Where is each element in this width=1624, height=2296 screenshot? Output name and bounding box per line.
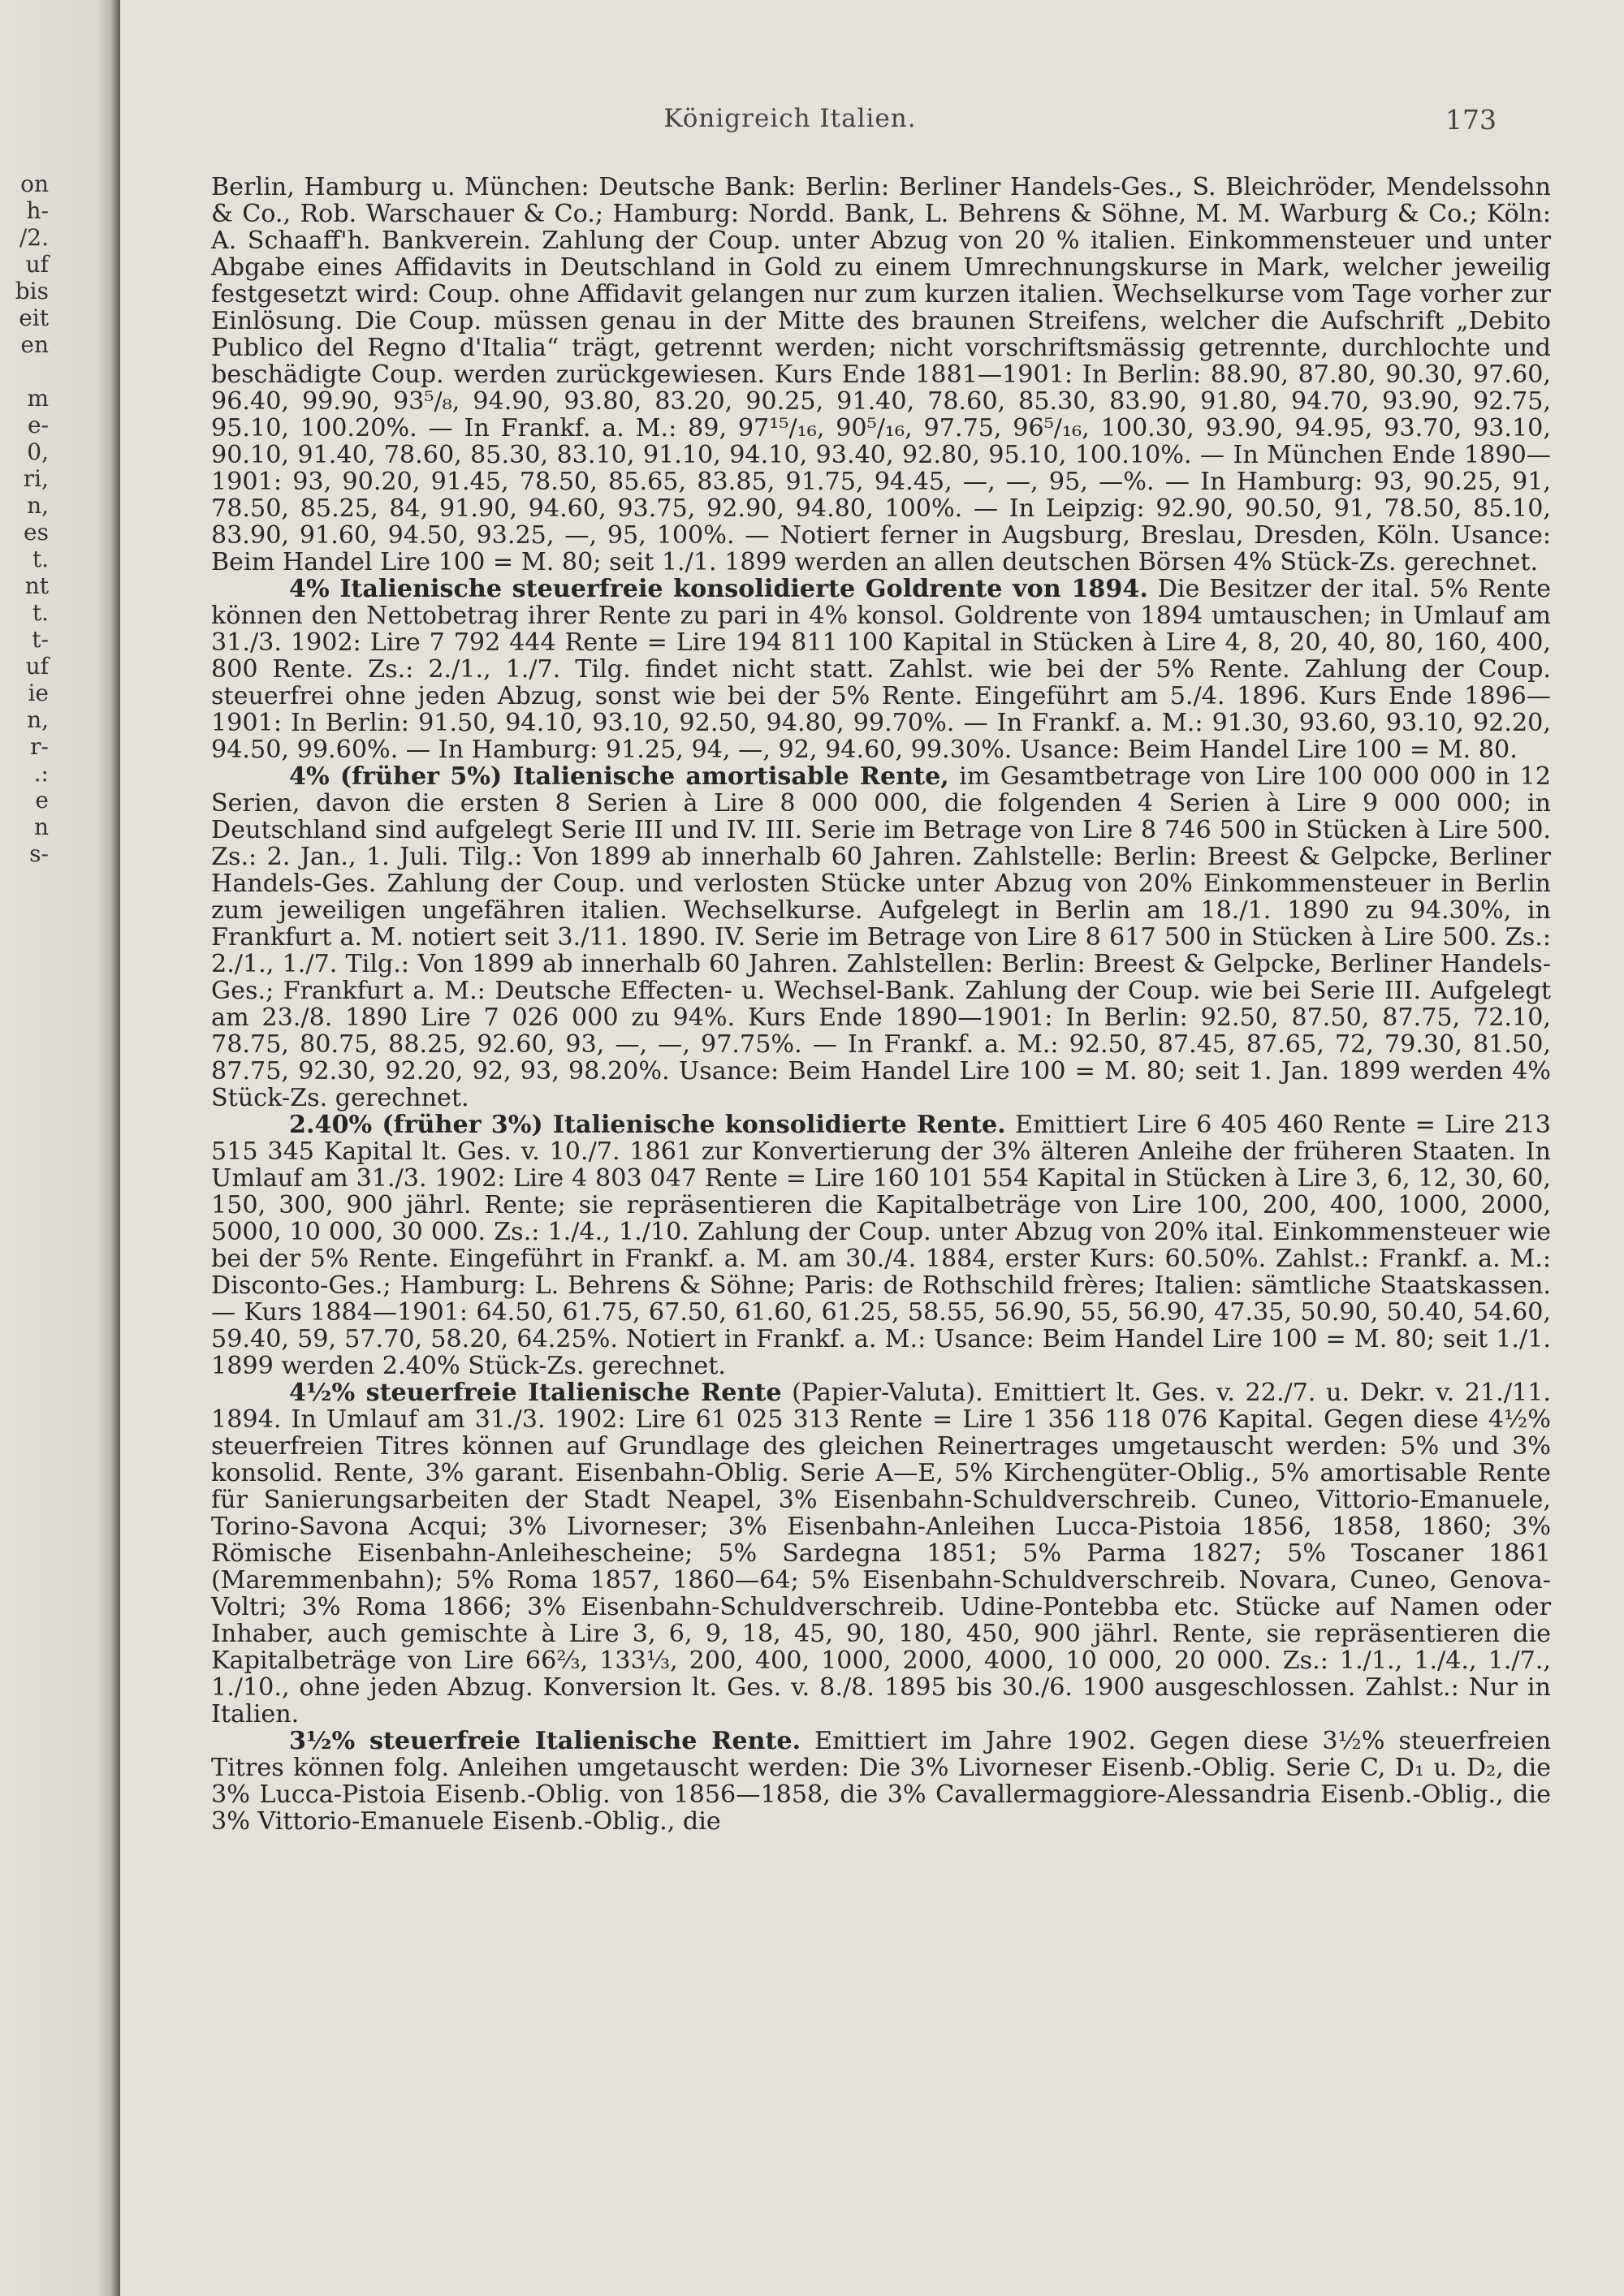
paragraph-text: Die Besitzer der ital. 5% Rente können den Nettobetrag ihrer Rente zu pari in 4% konsol. Goldrente von 1894 umtauschen; in Umlauf am 31./3. 1902: Lire 7 792 444 Rente = Lire 194 811 100 Kapital in Stücken à Lire 4, 8, 20, 40, 80, 160, 400, 800 Rente. Zs.: 2./1., 1./7. Tilg. findet nicht statt. Zahlst. wie bei der 5% Rente. Zahlung der Coup. steuerfrei ohne jeden Abzug, sonst wie bei der 5% Rente. Eingeführt am 5./4. 1896. Kurs Ende 1896—1901: In Berlin: 91.50, 94.10, 93.10, 92.50, 94.80, 99.70%. — In Frankf. a. M.: 91.30, 93.60, 93.10, 92.20, 94.50, 99.60%. — In Hamburg: 91.25, 94, —, 92, 94.60, 99.30%. Usance: Beim Handel Lire 100 = M. 80. [211, 575, 1551, 764]
paragraph-text: im Gesamtbetrage von Lire 100 000 000 in 12 Serien, davon die ersten 8 Serien à Lire 8 000 000, die folgenden 4 Serien à Lire 9 000 000; in Deutschland sind aufgelegt Serie III und IV. III. Serie im Betrage von Lire 8 746 500 in Stücken à Lire 500. Zs.: 2. Jan., 1. Juli. Tilg.: Von 1899 ab innerhalb 60 Jahren. Zahlstelle: Berlin: Breest & Gelpcke, Berliner Handels-Ges. Zahlung der Coup. und verlosten Stücke unter Abzug von 20% Einkommensteuer in Berlin zum jeweiligen ungefähren italien. Wechselkurse. Aufgelegt in Berlin am 18./1. 1890 zu 94.30%, in Frankfurt a. M. notiert seit 3./11. 1890. IV. Serie im Betrage von Lire 8 617 500 in Stücken à Lire 500. Zs.: 2./1., 1./7. Tilg.: Von 1899 ab innerhalb 60 Jahren. Zahlstellen: Berlin: Breest & Gelpcke, Berliner Handels-Ges.; Frankfurt a. M.: Deutsche Effecten- u. Wechsel-Bank. Zahlung der Coup. wie bei Serie III. Aufgelegt am 23./8. 1890 Lire 7 026 000 zu 94%. Kurs Ende 1890—1901: In Berlin: 92.50, 87.50, 87.75, 72.10, 78.75, 80.75, 88.25, 92.60, 93, —, —, 97.75%. — In Frankf. a. M.: 92.50, 87.45, 87.65, 72, 79.30, 81.50, 87.75, 92.30, 92.20, 92, 93, 98.20%. Usance: Beim Handel Lire 100 = M. 80; seit 1. Jan. 1899 werden 4% Stück-Zs. gerechnet. [211, 762, 1551, 1112]
gutter-fragment: m [27, 385, 49, 412]
running-head-title: Königreich Italien. [663, 104, 917, 133]
gutter-fragment: uf [25, 653, 49, 680]
paragraph-text: Berlin, Hamburg u. München: Deutsche Bank: Berlin: Berliner Handels-Ges., S. Bleichröder, Mendelssohn & Co., Rob. Warschauer & Co.; Hamburg: Nordd. Bank, L. Behrens & Söhne, M. M. Warburg & Co.; Köln: A. Schaaff'h. Bankverein. Zahlung der Coup. unter Abzug von 20 % italien. Einkommensteuer und unter Abgabe eines Affidavits in Deutschland in Gold zu einem Umrechnungskurse in Mark, welcher jeweilig festgesetzt wird: Coup. ohne Affidavit gelangen nur zum kurzen italien. Wechselkurse vom Tage vorher zur Einlösung. Die Coup. müssen genau in der Mitte des braunen Streifens, welcher die Aufschrift „Debito Publico del Regno d'Italia“ trägt, getrennt werden; nicht vorschriftsmässig getrennte, durchlochte und beschädigte Coup. werden zurückgewiesen. Kurs Ende 1881—1901: In Berlin: 88.90, 87.80, 90.30, 97.60, 96.40, 99.90, 93⁵/₈, 94.90, 93.80, 83.20, 90.25, 91.40, 78.60, 85.30, 83.90, 91.80, 94.70, 93.90, 92.75, 95.10, 100.20%. — In Frankf. a. M.: 89, 97¹⁵/₁₆, 90⁵/₁₆, 97.75, 96⁵/₁₆, 100.30, 93.90, 94.95, 93.70, 93.10, 90.10, 91.40, 78.60, 85.30, 83.10, 91.10, 94.10, 93.40, 92.80, 95.10, 100.10%. — In München Ende 1890—1901: 93, 90.20, 91.45, 78.50, 85.65, 83.85, 91.75, 94.45, —, —, 95, —%. — In Hamburg: 93, 90.25, 91, 78.50, 85.25, 84, 91.90, 94.60, 93.75, 92.90, 94.80, 100%. — In Leipzig: 92.90, 90.50, 91, 78.50, 85.10, 83.90, 91.60, 94.50, 93.25, —, 95, 100%. — Notiert ferner in Augsburg, Breslau, Dresden, Köln. Usance: Beim Handel Lire 100 = M. 80; seit 1./1. 1899 werden an allen deutschen Börsen 4% Stück-Zs. gerechnet. [211, 173, 1551, 576]
gutter-fragment: t. [32, 546, 49, 572]
gutter-fragment: n [33, 814, 49, 840]
gutter-fragment: e [35, 787, 49, 814]
gutter-fragment: bis [15, 278, 49, 304]
page-number: 173 [1445, 104, 1497, 136]
gutter-fragment: h- [26, 197, 49, 224]
facing-page-gutter [0, 0, 120, 2296]
gutter-fragment: n, [27, 706, 49, 733]
paragraph-heading: 3½% steuerfreie Italienische Rente. [289, 1727, 801, 1755]
gutter-fragment: n, [27, 492, 49, 519]
paragraph-text: (Papier-Valuta). Emittiert lt. Ges. v. 22./7. u. Dekr. v. 21./11. 1894. In Umlauf am 31./3. 1902: Lire 61 025 313 Rente = Lire 1 356 118 076 Kapital. Gegen diese 4½% steuerfreien Titres können auf Grundlage des gleichen Reinertrages umgetauscht werden: 5% und 3% konsolid. Rente, 3% garant. Eisenbahn-Oblig. Serie A—E, 5% Kirchengüter-Oblig., 5% amortisable Rente für Sanierungsarbeiten der Stadt Neapel, 3% Eisenbahn-Schuldverschreib. Cuneo, Vittorio-Emanuele, Torino-Savona Acqui; 3% Livorneser; 3% Eisenbahn-Anleihen Lucca-Pistoia 1856, 1858, 1860; 3% Römische Eisenbahn-Anleihescheine; 5% Sardegna 1851; 5% Parma 1827; 5% Toscaner 1861 (Maremmenbahn); 5% Roma 1857, 1860—64; 5% Eisenbahn-Schuldverschreib. Novara, Cuneo, Genova-Voltri; 3% Roma 1866; 3% Eisenbahn-Schuldverschreib. Udine-Pontebba etc. Stücke auf Namen oder Inhaber, auch gemischte à Lire 3, 6, 9, 18, 45, 90, 180, 450, 900 jährl. Rente, sie repräsentieren die Kapitalbeträge von Lire 66⅔, 133⅓, 200, 400, 1000, 2000, 4000, 10 000, 20 000. Zs.: 1./1., 1./4., 1./7., 1./10., ohne jeden Abzug. Konversion lt. Ges. v. 8./8. 1895 bis 30./6. 1900 ausgeschlossen. Zahlst.: Nur in Italien. [211, 1379, 1551, 1728]
gutter-fragment: ri, [23, 465, 49, 492]
gutter-fragment: .: [33, 760, 49, 787]
paragraph-4-5pct-steuerfreie-rente [211, 1379, 1551, 1728]
gutter-fragment: en [20, 331, 49, 358]
paragraph-heading: 2.40% (früher 3%) Italienische konsolidierte Rente. [289, 1111, 1006, 1139]
gutter-fragment: es [24, 519, 49, 546]
paragraph-4pct-goldrente [211, 576, 1551, 763]
paragraph-3-5pct-steuerfreie-rente [211, 1728, 1551, 1835]
running-head [120, 104, 1624, 136]
gutter-fragment: t. [32, 599, 49, 626]
gutter-fragment: r- [30, 733, 49, 760]
gutter-fragment: eit [19, 304, 49, 331]
paragraph-4pct-amortisable-rente [211, 763, 1551, 1111]
paragraph-2-40pct-konsolidierte-rente [211, 1111, 1551, 1379]
gutter-fragment: uf [25, 251, 49, 278]
facing-page-fragments [0, 172, 120, 984]
gutter-fragment: e- [27, 412, 49, 438]
gutter-fragment: ie [28, 680, 49, 706]
gutter-fragment: /2. [19, 224, 49, 251]
gutter-fragment: 0, [27, 438, 49, 465]
gutter-fragment: t- [32, 626, 49, 653]
gutter-fragment: s- [29, 840, 49, 867]
gutter-fragment: on [20, 172, 49, 197]
paragraph-5pct-rente-continued [211, 174, 1551, 576]
paragraph-text: Emittiert im Jahre 1902. Gegen diese 3½% steuerfreien Titres können folg. Anleihen umgetauscht werden: Die 3% Livorneser Eisenb.-Oblig. Serie C, D₁ u. D₂, die 3% Lucca-Pistoia Eisenb.-Oblig. von 1856—1858, die 3% Cavallermaggiore-Alessandria Eisenb.-Oblig., die 3% Vittorio-Emanuele Eisenb.-Oblig., die [211, 1727, 1552, 1836]
paragraph-heading: 4½% steuerfreie Italienische Rente [289, 1379, 782, 1407]
book-page [120, 0, 1624, 2296]
paragraph-text: Emittiert Lire 6 405 460 Rente = Lire 213 515 345 Kapital lt. Ges. v. 10./7. 1861 zur Konvertierung der 3% älteren Anleihe der früheren Staaten. In Umlauf am 31./3. 1902: Lire 4 803 047 Rente = Lire 160 101 554 Kapital in Stücken à Lire 3, 6, 12, 30, 60, 150, 300, 900 jährl. Rente; sie repräsentieren die Kapitalbeträge von Lire 100, 200, 400, 1000, 2000, 5000, 10 000, 30 000. Zs.: 1./4., 1./10. Zahlung der Coup. unter Abzug von 20% ital. Einkommensteuer wie bei der 5% Rente. Eingeführt in Frankf. a. M. am 30./4. 1884, erster Kurs: 60.50%. Zahlst.: Frankf. a. M.: Disconto-Ges.; Hamburg: L. Behrens & Söhne; Paris: de Rothschild frères; Italien: sämtliche Staatskassen. — Kurs 1884—1901: 64.50, 61.75, 67.50, 61.60, 61.25, 58.55, 56.90, 55, 56.90, 47.35, 50.90, 50.40, 54.60, 59.40, 59, 57.70, 58.20, 64.25%. Notiert in Frankf. a. M.: Usance: Beim Handel Lire 100 = M. 80; seit 1./1. 1899 werden 2.40% Stück-Zs. gerechnet. [211, 1111, 1552, 1380]
gutter-fragment: nt [24, 572, 49, 599]
body-text [211, 174, 1551, 1835]
paragraph-heading: 4% (früher 5%) Italienische amortisable Rente, [289, 762, 949, 791]
paragraph-heading: 4% Italienische steuerfreie konsolidierte Goldrente von 1894. [289, 575, 1148, 603]
